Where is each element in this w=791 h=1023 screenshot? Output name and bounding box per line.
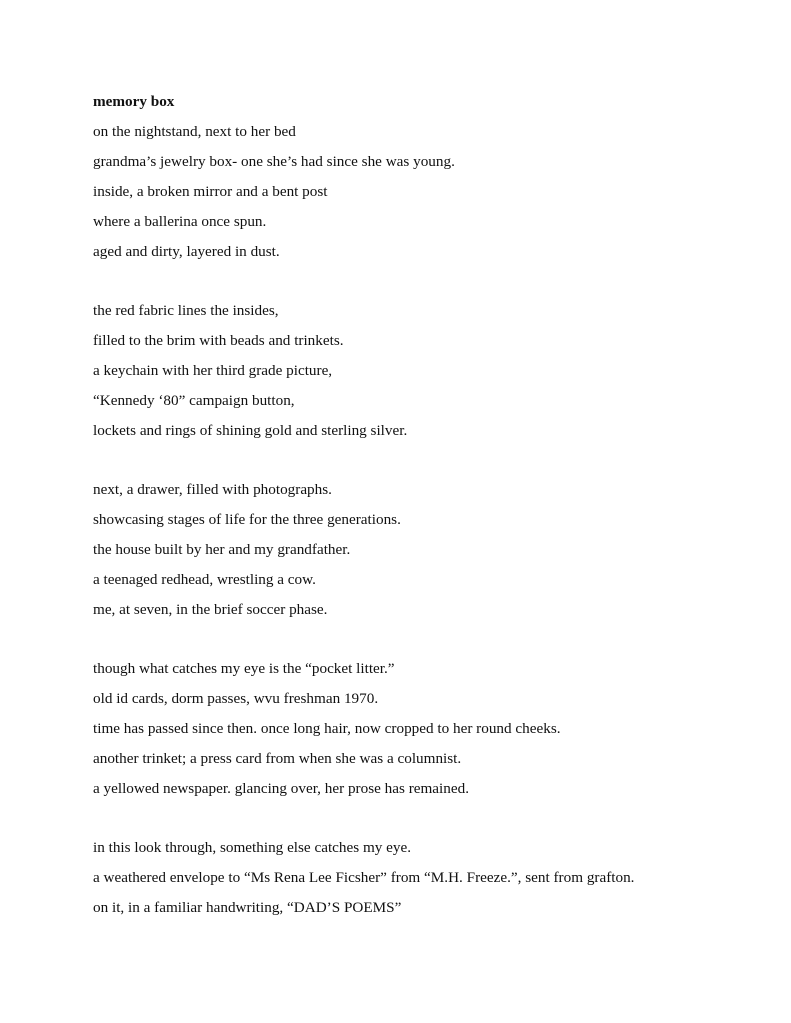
poem-line: next, a drawer, filled with photographs. <box>93 481 332 498</box>
poem-title: memory box <box>93 93 175 110</box>
stanza-3 <box>93 480 753 630</box>
poem-line: a weathered envelope to “Ms Rena Lee Ficsher” from “M.H. Freeze.”, sent from grafton. <box>93 869 635 886</box>
poem-line: inside, a broken mirror and a bent post <box>93 183 328 200</box>
poem-line: time has passed since then. once long hair, now cropped to her round cheeks. <box>93 720 561 737</box>
poem <box>93 92 753 928</box>
poem-line: lockets and rings of shining gold and sterling silver. <box>93 422 408 439</box>
poem-line: though what catches my eye is the “pocket litter.” <box>93 660 395 677</box>
stanza-5 <box>93 838 753 928</box>
poem-line: me, at seven, in the brief soccer phase. <box>93 601 328 618</box>
poem-line: a yellowed newspaper. glancing over, her prose has remained. <box>93 780 469 797</box>
poem-line: on it, in a familiar handwriting, “DAD’S POEMS” <box>93 899 402 916</box>
stanza-2 <box>93 301 753 451</box>
poem-line: old id cards, dorm passes, wvu freshman 1970. <box>93 690 379 707</box>
poem-line: the red fabric lines the insides, <box>93 302 279 319</box>
poem-line: a teenaged redhead, wrestling a cow. <box>93 571 316 588</box>
poem-line: showcasing stages of life for the three generations. <box>93 511 401 528</box>
poem-line: in this look through, something else catches my eye. <box>93 839 412 856</box>
stanza-4 <box>93 659 753 809</box>
poem-line: “Kennedy ‘80” campaign button, <box>93 392 295 409</box>
poem-line: a keychain with her third grade picture, <box>93 362 333 379</box>
poem-line: grandma’s jewelry box- one she’s had since she was young. <box>93 153 455 170</box>
poem-line: aged and dirty, layered in dust. <box>93 243 280 260</box>
stanza-1 <box>93 122 753 272</box>
poem-line: on the nightstand, next to her bed <box>93 123 296 140</box>
poem-line: another trinket; a press card from when she was a columnist. <box>93 750 462 767</box>
poem-line: the house built by her and my grandfather. <box>93 541 351 558</box>
poem-line: where a ballerina once spun. <box>93 213 267 230</box>
poem-line: filled to the brim with beads and trinkets. <box>93 332 344 349</box>
